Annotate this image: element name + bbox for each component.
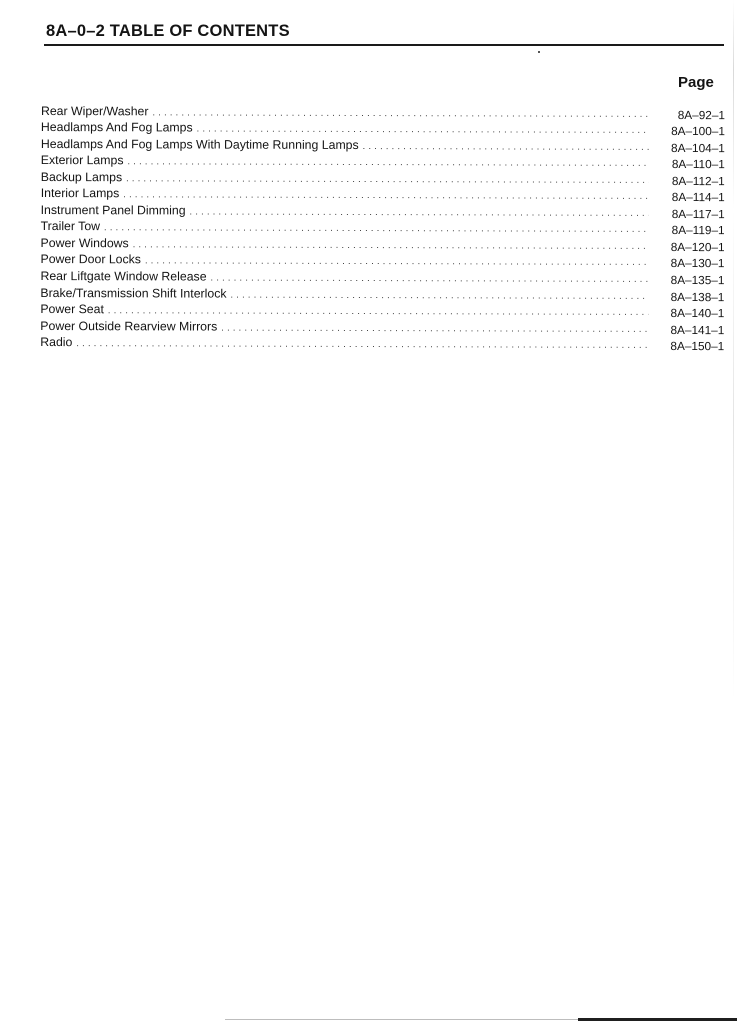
dot-leader [211,271,649,284]
toc-entry-page: 8A–119–1 [671,223,725,238]
toc-entry-page: 8A–135–1 [670,272,725,288]
dot-leader [108,303,648,317]
dot-leader [221,320,648,333]
dot-leader [127,154,648,168]
toc-entry-page: 8A–130–1 [670,256,725,271]
toc-entry-page: 8A–138–1 [670,289,725,304]
toc-entry-page: 8A–112–1 [671,173,725,188]
header-rule [44,44,724,46]
dot-leader [197,122,649,135]
toc-entry-title: Backup Lamps [40,169,123,184]
scan-bottom-edge-dark [578,1018,737,1021]
dot-leader [145,254,649,268]
toc-entry-page: 8A–140–1 [670,306,725,321]
dot-leader [123,188,648,202]
dot-leader [231,287,649,300]
page-column-label: Page [678,74,714,91]
toc-entry-page: 8A–117–1 [671,206,725,221]
dot-leader [190,204,649,217]
toc-entry-page: 8A–100–1 [671,124,725,139]
toc-entry-page: 8A–150–1 [670,339,725,354]
toc-entry-title: Brake/Transmission Shift Interlock [40,285,227,301]
toc-entry-title: Power Door Locks [40,252,141,267]
page-title: 8A–0–2 TABLE OF CONTENTS [46,22,290,40]
dot-leader [76,336,648,350]
dot-leader [104,221,649,235]
toc-entry-title: Power Outside Rearview Mirrors [40,318,218,334]
toc-entry-page: 8A–141–1 [670,322,725,337]
toc-entry-title: Trailer Tow [40,219,101,234]
scan-speck [538,51,540,53]
toc-entry-title: Rear Liftgate Window Release [40,269,207,284]
toc-entry-title: Rear Wiper/Washer [40,103,149,118]
toc-entry-page: 8A–110–1 [671,157,725,172]
toc-entry-page: 8A–92–1 [677,107,725,122]
toc-entry-title: Exterior Lamps [40,153,124,168]
dot-leader [126,171,649,185]
toc-entry-title: Headlamps And Fog Lamps [40,120,193,135]
dot-leader [152,105,649,119]
scan-edge-shadow [733,0,734,700]
toc-list [40,101,725,354]
toc-entry-page: 8A–104–1 [671,140,725,155]
dot-leader [363,139,649,152]
toc-entry-page: 8A–120–1 [670,239,725,255]
toc-entry-title: Power Windows [40,235,129,251]
toc-entry-title: Radio [40,335,73,350]
toc-entry-title: Power Seat [40,302,104,317]
dot-leader [133,237,649,251]
toc-entry-page: 8A–114–1 [671,190,725,205]
toc-entry-title: Interior Lamps [40,186,120,201]
page-header [44,20,724,46]
toc-entry[interactable] [40,333,724,352]
toc-entry-title: Headlamps And Fog Lamps With Daytime Running Lamps [40,136,359,152]
toc-entry-title: Instrument Panel Dimming [40,202,186,218]
